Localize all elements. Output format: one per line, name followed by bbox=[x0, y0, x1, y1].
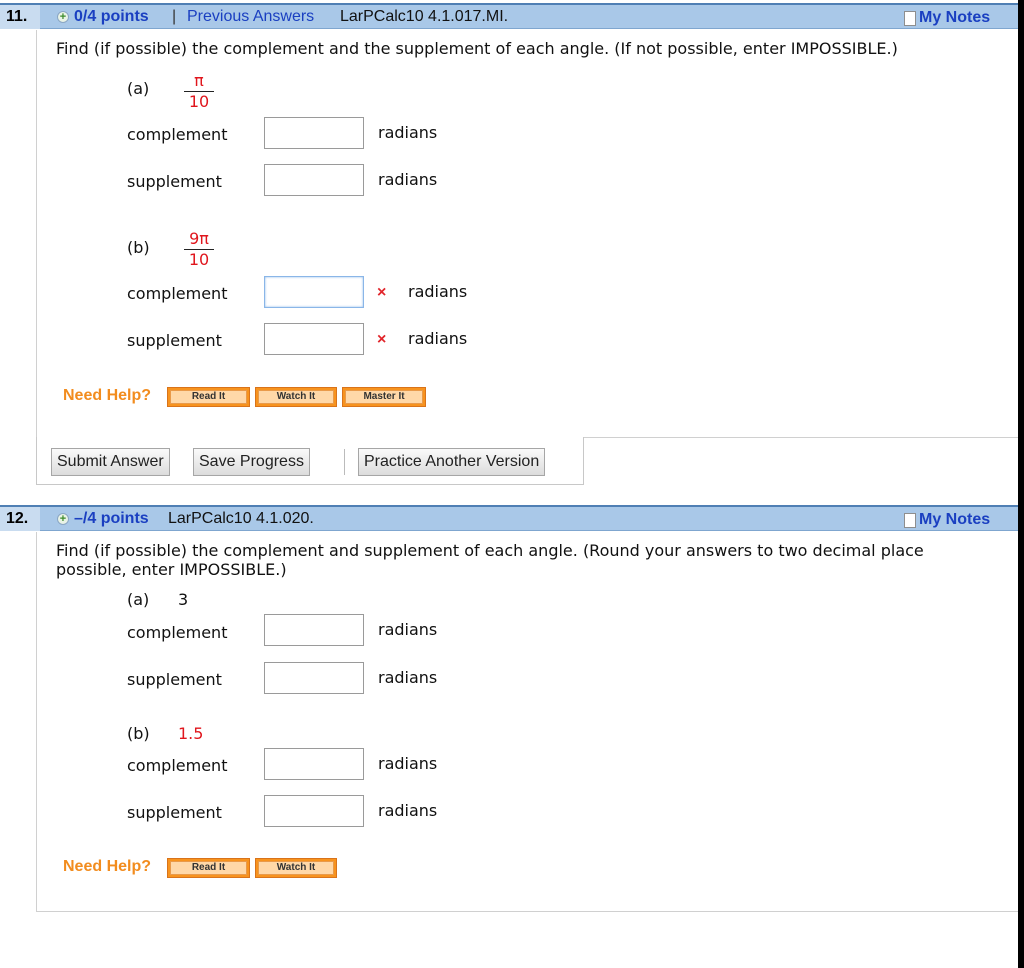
part-b-label: (b) bbox=[127, 724, 150, 743]
question-number: 11. bbox=[6, 8, 28, 25]
my-notes-link[interactable] bbox=[904, 509, 990, 531]
section-divider bbox=[36, 911, 1018, 912]
previous-answers-link[interactable]: Previous Answers bbox=[187, 8, 315, 25]
fraction-denominator: 10 bbox=[188, 250, 210, 269]
angle-value-a: 3 bbox=[178, 590, 189, 609]
read-it-label: Read It bbox=[170, 390, 247, 404]
header-separator: | bbox=[172, 8, 177, 25]
units-label: radians bbox=[378, 754, 438, 773]
read-it-button[interactable] bbox=[167, 387, 250, 407]
expand-plus-icon[interactable]: + bbox=[57, 513, 69, 525]
complement-label: complement bbox=[127, 125, 228, 144]
question-12-body bbox=[36, 532, 1018, 912]
units-label: radians bbox=[378, 801, 438, 820]
complement-b-input[interactable] bbox=[264, 276, 364, 308]
part-a-label: (a) bbox=[127, 590, 150, 609]
supplement-a-input[interactable] bbox=[264, 164, 364, 196]
watch-it-label: Watch It bbox=[258, 390, 334, 404]
points-link[interactable]: 0/4 points bbox=[74, 8, 149, 25]
part-b-label: (b) bbox=[127, 238, 150, 257]
fraction-numerator: 9π bbox=[189, 229, 209, 248]
supplement-label: supplement bbox=[127, 803, 222, 822]
watch-it-label: Watch It bbox=[258, 861, 334, 875]
units-label: radians bbox=[408, 329, 468, 348]
points-link[interactable]: –/4 points bbox=[74, 510, 149, 527]
supplement-label: supplement bbox=[127, 331, 222, 350]
supplement-a-input[interactable] bbox=[264, 662, 364, 694]
supplement-b-input[interactable] bbox=[264, 795, 364, 827]
note-icon bbox=[904, 11, 916, 26]
watch-it-button[interactable] bbox=[255, 387, 337, 407]
save-progress-button[interactable]: Save Progress bbox=[193, 448, 310, 476]
my-notes-label: My Notes bbox=[919, 9, 991, 26]
question-prompt-line-2: possible, enter IMPOSSIBLE.) bbox=[56, 560, 287, 579]
read-it-label: Read It bbox=[170, 861, 247, 875]
read-it-button[interactable] bbox=[167, 858, 250, 878]
problem-id: LarPCalc10 4.1.017.MI. bbox=[340, 8, 509, 25]
supplement-label: supplement bbox=[127, 172, 222, 191]
units-label: radians bbox=[378, 170, 438, 189]
incorrect-x-icon: × bbox=[377, 284, 387, 301]
need-help-label: Need Help? bbox=[63, 387, 152, 404]
complement-label: complement bbox=[127, 623, 228, 642]
watch-it-button[interactable] bbox=[255, 858, 337, 878]
question-11-header bbox=[0, 3, 1018, 29]
complement-label: complement bbox=[127, 284, 228, 303]
button-divider bbox=[344, 449, 345, 475]
angle-fraction-a bbox=[184, 72, 214, 111]
angle-value-b: 1.5 bbox=[178, 724, 204, 743]
question-prompt: Find (if possible) the complement and the supplement of each angle. (If not possible, enter IMPOSSIBLE.) bbox=[56, 39, 898, 58]
complement-b-input[interactable] bbox=[264, 748, 364, 780]
need-help-label: Need Help? bbox=[63, 858, 152, 875]
my-notes-label: My Notes bbox=[919, 511, 991, 528]
complement-a-input[interactable] bbox=[264, 614, 364, 646]
units-label: radians bbox=[408, 282, 468, 301]
question-prompt-line-1: Find (if possible) the complement and supplement of each angle. (Round your answers to two decimal place bbox=[56, 541, 924, 560]
master-it-label: Master It bbox=[345, 390, 423, 404]
complement-label: complement bbox=[127, 756, 228, 775]
units-label: radians bbox=[378, 123, 438, 142]
practice-another-version-button[interactable]: Practice Another Version bbox=[358, 448, 545, 476]
units-label: radians bbox=[378, 620, 438, 639]
problem-id: LarPCalc10 4.1.020. bbox=[168, 510, 314, 527]
incorrect-x-icon: × bbox=[377, 331, 387, 348]
my-notes-link[interactable] bbox=[904, 7, 990, 29]
question-number: 12. bbox=[6, 510, 29, 527]
master-it-button[interactable] bbox=[342, 387, 426, 407]
fraction-numerator: π bbox=[194, 71, 204, 90]
expand-plus-icon[interactable]: + bbox=[57, 11, 69, 23]
complement-a-input[interactable] bbox=[264, 117, 364, 149]
note-icon bbox=[904, 513, 916, 528]
part-a-label: (a) bbox=[127, 79, 150, 98]
question-12-header bbox=[0, 505, 1018, 531]
supplement-b-input[interactable] bbox=[264, 323, 364, 355]
window-edge bbox=[1018, 0, 1024, 968]
units-label: radians bbox=[378, 668, 438, 687]
fraction-denominator: 10 bbox=[188, 92, 210, 111]
supplement-label: supplement bbox=[127, 670, 222, 689]
submit-answer-button[interactable]: Submit Answer bbox=[51, 448, 170, 476]
angle-fraction-b bbox=[184, 230, 214, 269]
